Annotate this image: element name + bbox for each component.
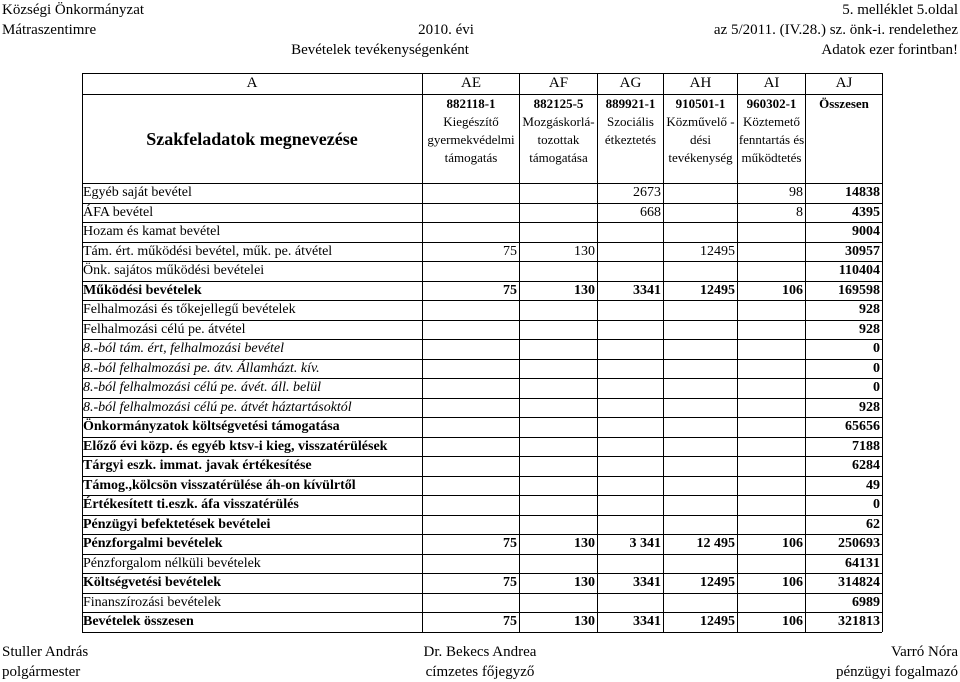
row-label: 8.-ból felhalmozási pe. átv. Államházt. kív. [83,360,320,376]
descriptor-line: működtetés [741,150,802,165]
descriptor-line: Mozgáskorlá- [522,114,595,129]
value-cell: 106 [782,282,803,298]
descriptor-line: támogatás [444,150,498,165]
row-label: Pénzügyi befektetések bevételei [83,516,271,532]
value-cell: 3 341 [629,536,661,551]
table-row [82,534,882,553]
table-row [82,554,882,573]
column-letter: A [246,75,258,91]
value-cell: 2673 [633,185,661,200]
row-label: Működési bevételek [83,282,202,298]
horizontal-gridline [82,573,882,574]
table-row [82,222,882,241]
table-row [82,281,882,300]
table-row [82,359,882,378]
row-label: Pénzforgalom nélküli bevételek [83,555,261,571]
row-label: Tárgyi eszk. immat. javak értékesítése [83,458,312,473]
total-cell: 0 [873,380,880,395]
row-label: ÁFA bevétel [83,204,154,220]
vertical-gridline [737,73,738,632]
column-descriptor [738,95,805,167]
table-row [82,456,882,475]
table-row [82,183,882,202]
column-title: Szakfeladatok megnevezése [146,128,358,149]
value-cell: 3341 [633,575,661,590]
total-cell: 314824 [838,575,880,590]
row-label: Hozam és kamat bevétel [83,224,221,239]
row-label: Támog.,kölcsön visszatérülése áh-on kívülrtől [83,477,356,493]
column-descriptor [664,95,737,167]
column-letter: AH [689,75,712,91]
row-label: Pénzforgalmi bevételek [83,536,223,551]
row-label: Felhalmozási célú pe. átvétel [83,321,246,337]
horizontal-gridline [82,632,882,633]
horizontal-gridline [82,495,882,496]
value-cell: 130 [574,243,595,259]
total-cell: 6989 [852,594,880,610]
document-title: Bevételek tevékenységenként [291,42,469,58]
horizontal-gridline [82,398,882,399]
total-cell: 110404 [838,263,880,278]
signatory-notary-name: Dr. Bekecs Andrea [423,644,537,660]
value-cell: 106 [782,575,803,590]
total-cell: 250693 [838,536,880,551]
row-label: Értékesített ti.eszk. áfa visszatérülés [83,497,299,512]
horizontal-gridline [82,281,882,282]
total-cell: 0 [873,341,880,356]
value-cell: 12 495 [696,536,735,551]
table-row [82,261,882,280]
descriptor-line: Közművelő - [666,114,735,129]
table-row [82,203,882,222]
descriptor-line: tozottak [537,132,580,147]
total-cell: 9004 [852,224,880,239]
horizontal-gridline [82,300,882,301]
descriptor-line: Kiegészítő [443,114,499,129]
row-label: 8.-ból felhalmozási célú pe. ávét. áll. belül [83,380,321,395]
table-row [82,515,882,534]
activity-code: 882125-5 [533,96,584,111]
appendix-label: 5. melléklet 5.oldal [842,2,958,18]
table-row [82,242,882,261]
activity-code: 882118-1 [446,96,496,111]
table-row [82,378,882,397]
value-cell: 106 [782,536,803,551]
table-row [82,300,882,319]
signatory-finance-name: Varró Nóra [890,644,958,660]
total-cell: 0 [873,497,880,512]
row-label: Felhalmozási és tőkejellegű bevételek [83,302,296,317]
horizontal-gridline [82,261,882,262]
descriptor-line: dési [690,132,711,147]
table-row [82,417,882,436]
row-label: Egyéb saját bevétel [83,185,192,200]
total-cell: 65656 [845,419,880,434]
row-label: Bevételek összesen [83,614,194,629]
vertical-gridline [597,73,598,632]
activity-code: 910501-1 [675,96,726,111]
table-row [82,593,882,612]
value-cell: 98 [789,185,803,200]
row-label: Finanszírozási bevételek [83,594,222,610]
horizontal-gridline [82,593,882,594]
column-letter: AE [461,75,481,91]
table-row [82,339,882,358]
row-label: 8.-ból tám. ért, felhalmozási bevétel [83,341,285,356]
horizontal-gridline [82,612,882,613]
descriptor-line: tevékenység [668,150,733,165]
column-letter: AJ [835,75,853,91]
horizontal-gridline [82,554,882,555]
signatory-notary-role: címzetes főjegyző [425,664,535,680]
horizontal-gridline [82,339,882,340]
unit-note: Adatok ezer forintban! [821,42,958,58]
total-cell: 30957 [845,243,880,259]
table-row [82,495,882,514]
horizontal-gridline [82,476,882,477]
horizontal-gridline [82,437,882,438]
vertical-gridline [882,73,883,632]
value-cell: 12495 [700,243,735,259]
activity-code: 889921-1 [605,96,656,111]
column-letter: AG [619,75,642,91]
value-cell: 106 [782,614,803,629]
table-row [82,320,882,339]
total-cell: 169598 [838,282,880,298]
total-cell: 6284 [852,458,880,473]
value-cell: 8 [796,204,803,220]
column-descriptor [423,95,519,167]
descriptor-line: Szociális [607,114,654,129]
horizontal-gridline [82,242,882,243]
signatory-mayor-name: Stuller András [2,644,89,660]
value-cell: 130 [574,536,595,551]
horizontal-gridline [82,534,882,535]
regulation-reference: az 5/2011. (IV.28.) sz. önk-i. rendelethez [713,22,958,38]
value-cell: 3341 [633,282,661,298]
total-column-header: Összesen [819,96,869,111]
total-cell: 49 [866,477,880,493]
vertical-gridline [519,73,520,632]
municipality-name: Mátraszentimre [2,22,97,38]
descriptor-line: Köztemető [742,114,801,129]
total-cell: 928 [859,399,880,415]
horizontal-gridline [82,94,882,95]
descriptor-line: étkeztetés [604,132,657,147]
total-cell: 7188 [852,438,880,454]
row-label: 8.-ból felhalmozási célú pe. átvét háztartásoktól [83,399,352,415]
value-cell: 75 [503,243,517,259]
value-cell: 75 [503,614,517,629]
signatory-finance-role: pénzügyi fogalmazó [835,664,958,680]
table-row [82,476,882,495]
value-cell: 75 [503,575,517,590]
institution-name: Községi Önkormányzat [2,2,145,18]
row-label: Önk. sajátos működési bevételei [83,263,265,278]
horizontal-gridline [82,320,882,321]
total-cell: 14838 [845,185,880,200]
horizontal-gridline [82,359,882,360]
total-cell: 928 [859,302,880,317]
table-row [82,612,882,631]
value-cell: 130 [574,282,595,298]
descriptor-line: támogatása [529,150,588,165]
year-label: 2010. évi [418,22,474,38]
value-cell: 12495 [700,614,735,629]
table-row [82,437,882,456]
column-descriptor [520,95,597,167]
descriptor-line: fenntartás és [738,132,805,147]
total-cell: 62 [866,516,880,532]
value-cell: 12495 [700,282,735,298]
activity-code: 960302-1 [746,96,797,111]
total-cell: 0 [873,360,880,376]
vertical-gridline [805,73,806,632]
vertical-gridline [663,73,664,632]
value-cell: 12495 [700,575,735,590]
value-cell: 668 [640,204,661,220]
signatory-mayor-role: polgármester [2,664,81,680]
total-cell: 4395 [852,204,880,220]
horizontal-gridline [82,222,882,223]
row-label: Önkormányzatok költségvetési támogatása [83,419,340,434]
total-cell: 64131 [845,555,880,571]
value-cell: 130 [574,575,595,590]
value-cell: 75 [503,536,517,551]
horizontal-gridline [82,515,882,516]
row-label: Költségvetési bevételek [83,575,222,590]
horizontal-gridline [82,183,882,184]
table-row [82,573,882,592]
column-descriptor [598,95,663,167]
horizontal-gridline [82,73,882,74]
value-cell: 130 [574,614,595,629]
column-letter: AF [548,75,569,91]
horizontal-gridline [82,417,882,418]
column-descriptor [806,95,882,167]
value-cell: 75 [503,282,517,298]
column-letter: AI [763,75,780,91]
horizontal-gridline [82,203,882,204]
descriptor-line: gyermekvédelmi [427,132,515,147]
vertical-gridline [422,73,423,632]
vertical-gridline [82,73,83,632]
total-cell: 928 [859,321,880,337]
row-label: Tám. ért. működési bevétel, műk. pe. átvétel [83,243,333,259]
value-cell: 3341 [633,614,661,629]
row-label: Előző évi közp. és egyéb ktsv-i kieg, visszatérülések [83,438,388,454]
table-row [82,398,882,417]
horizontal-gridline [82,378,882,379]
total-cell: 321813 [838,614,880,629]
horizontal-gridline [82,456,882,457]
